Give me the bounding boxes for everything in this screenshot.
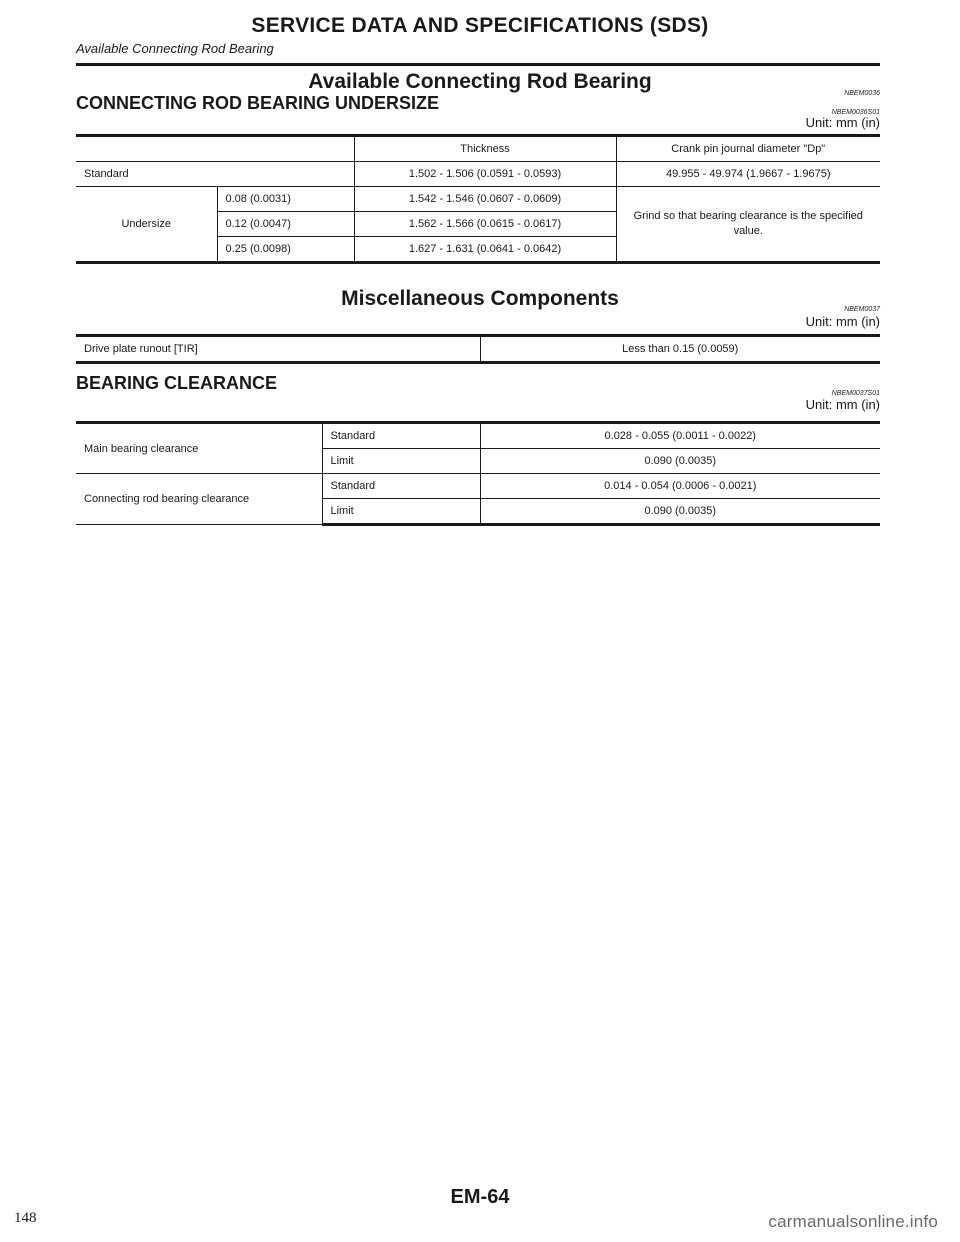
- undersize-size: 0.25 (0.0098): [217, 237, 354, 263]
- clearance-kind: Limit: [322, 499, 480, 525]
- page-code: EM-64: [450, 1186, 510, 1208]
- table-row: [76, 136, 880, 162]
- table-header-dp: Crank pin journal diameter "Dp": [616, 136, 880, 162]
- table-row: [76, 162, 880, 187]
- standard-dp: 49.955 - 49.974 (1.9667 - 1.9675): [616, 162, 880, 187]
- unit-label: Unit: mm (in): [805, 314, 880, 329]
- section-code: NBEM0036: [844, 90, 880, 97]
- table-header-thickness: Thickness: [354, 136, 616, 162]
- page-header-subtitle: Available Connecting Rod Bearing: [76, 41, 274, 56]
- clearance-kind: Standard: [322, 474, 480, 499]
- undersize-thickness: 1.542 - 1.546 (0.0607 - 0.0609): [354, 187, 616, 212]
- clearance-value: 0.090 (0.0035): [480, 449, 880, 474]
- undersize-table: [76, 134, 880, 264]
- watermark: carmanualsonline.info: [768, 1212, 938, 1231]
- table-header-empty: [76, 136, 354, 162]
- clearance-value: 0.028 - 0.055 (0.0011 - 0.0022): [480, 423, 880, 449]
- clearance-value: 0.090 (0.0035): [480, 499, 880, 525]
- clearance-kind: Limit: [322, 449, 480, 474]
- section-title-bearing-clearance: BEARING CLEARANCE: [76, 373, 278, 393]
- table-row: [76, 474, 880, 499]
- row-label-undersize: Undersize: [76, 187, 217, 263]
- section-code: NBEM0037S01: [831, 390, 880, 397]
- undersize-size: 0.08 (0.0031): [217, 187, 354, 212]
- misc-table: [76, 334, 880, 364]
- standard-thickness: 1.502 - 1.506 (0.0591 - 0.0593): [354, 162, 616, 187]
- table-row: [76, 336, 880, 363]
- conrod-bearing-label: Connecting rod bearing clearance: [76, 474, 322, 525]
- undersize-size: 0.12 (0.0047): [217, 212, 354, 237]
- unit-label: Unit: mm (in): [805, 115, 880, 130]
- clearance-value: 0.014 - 0.054 (0.0006 - 0.0021): [480, 474, 880, 499]
- bearing-clearance-table: [76, 421, 880, 526]
- drive-plate-runout-label: Drive plate runout [TIR]: [76, 336, 480, 363]
- undersize-thickness: 1.627 - 1.631 (0.0641 - 0.0642): [354, 237, 616, 263]
- page-header-title: SERVICE DATA AND SPECIFICATIONS (SDS): [251, 14, 709, 37]
- section-title-misc: Miscellaneous Components: [341, 287, 619, 310]
- main-bearing-label: Main bearing clearance: [76, 423, 322, 474]
- page-number: 148: [14, 1210, 37, 1226]
- drive-plate-runout-value: Less than 0.15 (0.0059): [480, 336, 880, 363]
- unit-label: Unit: mm (in): [805, 397, 880, 412]
- table-row: [76, 423, 880, 449]
- section-title-available-bearing: Available Connecting Rod Bearing: [308, 70, 652, 93]
- clearance-kind: Standard: [322, 423, 480, 449]
- undersize-dp-note: Grind so that bearing clearance is the specified value.: [616, 187, 880, 263]
- subsection-title-undersize: CONNECTING ROD BEARING UNDERSIZE: [76, 93, 440, 113]
- header-rule: [76, 63, 880, 66]
- undersize-thickness: 1.562 - 1.566 (0.0615 - 0.0617): [354, 212, 616, 237]
- row-label-standard: Standard: [76, 162, 354, 187]
- section-code: NBEM0037: [844, 306, 880, 313]
- subsection-code: NBEM0036S01: [831, 109, 880, 116]
- table-row: [76, 187, 880, 212]
